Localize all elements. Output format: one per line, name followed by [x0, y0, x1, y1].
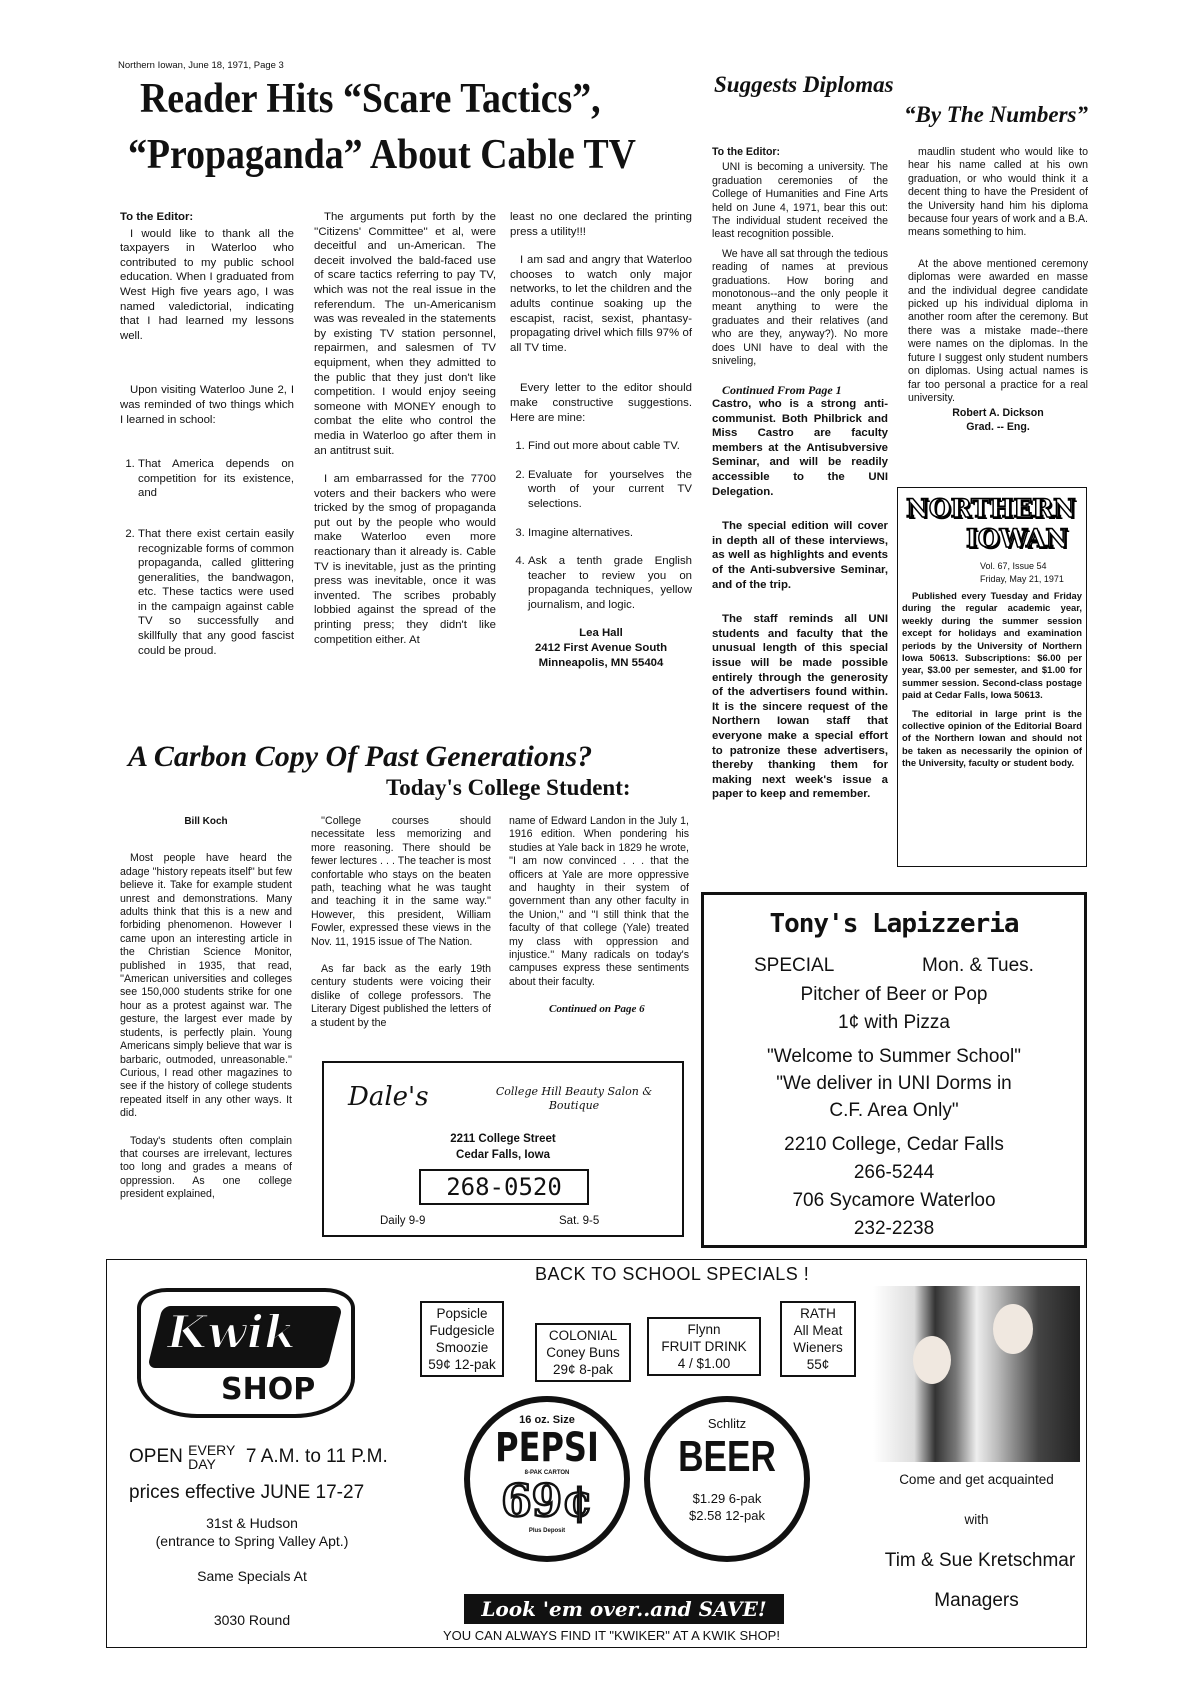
masthead-text: [902, 590, 1082, 770]
kwik-shop-ad: [106, 1259, 1087, 1648]
list-item: 3. Imagine alternatives.: [528, 526, 692, 541]
tagline: Boutique: [548, 1099, 600, 1112]
address: 2210 College, Cedar Falls: [784, 1134, 1004, 1155]
paragraph: I would like to thank all the taxpayers in Waterloo who contributed to my public school education. When I graduated from West High five years ago, I was named valedictorial, indicating that I had learned my lessons well.: [120, 227, 294, 342]
hours: 7 A.M. to 11 P.M.: [245, 1446, 388, 1467]
special-line: 55¢: [806, 1357, 830, 1372]
special-fruit-drink: [647, 1317, 761, 1376]
managers-photo: [873, 1286, 1080, 1462]
beer-prices: [650, 1490, 804, 1524]
special-line: 59¢ 12-pak: [428, 1357, 496, 1372]
kwik-shop-logo: [137, 1288, 355, 1418]
paragraph: Upon visiting Waterloo June 2, I was reminded of two things which I learned in school:: [120, 384, 294, 426]
special-label: SPECIAL: [754, 955, 835, 976]
paragraph: ''College courses should necessitate less memorizing and more reasoning. There should be fewer lectures . . . The teacher is most confortable who stays on the beaten path, teaching what he was taught and teaching it in the same way.'' However, this president, William Fowler, expressed these views in the Nov. 11, 1915 issue of The Nation.: [311, 815, 491, 948]
special-line: 29¢ 8-pak: [552, 1362, 614, 1377]
salutation: To the Editor:: [712, 146, 781, 158]
specials-title: BACK TO SCHOOL SPECIALS !: [535, 1264, 810, 1284]
logo-line: IOWAN: [966, 524, 1069, 553]
pepsi-price: 69¢: [501, 1476, 593, 1527]
special-coney-buns: [535, 1323, 631, 1382]
offer: 1¢ with Pizza: [838, 1012, 950, 1033]
cable-headline-2: “Propaganda” About Cable TV: [128, 132, 636, 178]
offer: Pitcher of Beer or Pop: [800, 984, 988, 1005]
carbon-column-3: [509, 815, 689, 1031]
cable-column-1: [120, 210, 294, 672]
phone-number: 268-0520: [419, 1169, 589, 1205]
carbon-column-2: [311, 815, 491, 1044]
signature-city: Minneapolis, MN 55404: [538, 656, 664, 669]
tonys-slogans: [704, 1043, 1084, 1124]
logo-line: NORTHERN: [906, 494, 1076, 523]
list-item: 2. Evaluate for yourselves the worth of your current TV selections.: [528, 468, 692, 512]
paragraph: UNI is becoming a university. The graduation ceremonies of the College of Humanities and Fine Arts held on June 4, 1971, bear this out: The individual student received the least recognition possible.: [712, 161, 888, 241]
issue-info: [902, 560, 1082, 586]
signature-name: Robert A. Dickson: [952, 407, 1044, 420]
paragraph: I am sad and angry that Waterloo chooses to watch only major networks, to let the children and the adults continue soaking up the escapist, racist, sexist, phantasy-propagating drivel which fills 97% of all TV time.: [510, 254, 692, 354]
paragraph: Most people have heard the adage ''history repeats itself'' but few believe it. Take for example student unrest and demonstrations. Many adults think that this is a new and forbiding phenomenon. However I came upon an interesting article in the Christian Science Monitor, published in 1935, that read, ''American universities and colleges see 150,000 students strike for one hour as a protest against war. The gesture, the largest ever made by students, is perfectly plain. Young Americans simply believe that war is barbaric, outmoded, unreasonable.'' Curious, I read other magazines to see if the history of college students repeated itself in any other ways. It did.: [120, 852, 292, 1120]
slogan: "Welcome to Summer School": [767, 1046, 1021, 1067]
phone: 266-5244: [853, 1162, 935, 1183]
diplomas-column-1: [712, 146, 888, 369]
pepsi-circle: [464, 1396, 630, 1562]
carbon-column-1: [120, 815, 292, 1216]
special-line: FRUIT DRINK: [661, 1339, 747, 1354]
logo-text: SHOP: [221, 1372, 316, 1407]
suggestion-list-2: [528, 439, 692, 612]
signature-address: 2412 First Avenue South: [534, 642, 668, 655]
special-line: 4 / $1.00: [677, 1356, 731, 1371]
special-line: All Meat: [793, 1323, 843, 1338]
diplomas-column-2: [908, 146, 1088, 434]
weekday-hours: Daily 9-9: [380, 1215, 426, 1227]
list-item: 1. Find out more about cable TV.: [528, 439, 692, 454]
castro-continued: [712, 383, 888, 802]
logo-text: Kwik: [167, 1305, 296, 1359]
diplomas-headline-1: Suggests Diplomas: [714, 72, 894, 97]
kwik-footer: YOU CAN ALWAYS FIND IT "KWIKER" AT A KWIK SHOP!: [443, 1628, 780, 1643]
tonys-ad: [701, 892, 1087, 1248]
paragraph: The special edition will cover in depth all of these interviews, as well as highlights and events of the Anti-subversive Seminar, and of the trip.: [712, 520, 888, 591]
list-item: 4. Ask a tenth grade English teacher to review you on propaganda techniques, yellow journalism, and logic.: [528, 554, 692, 612]
special-popsicle: [420, 1301, 504, 1377]
address: 2211 College Street: [450, 1133, 556, 1145]
location: 31st & Hudson: [206, 1515, 298, 1531]
special-line: Fudgesicle: [429, 1323, 495, 1338]
phone: 232-2238: [853, 1218, 935, 1239]
face-shape: [993, 1304, 1033, 1354]
slogan: C.F. Area Only": [829, 1100, 959, 1121]
with-label: with: [964, 1512, 989, 1527]
volume: Vol. 67, Issue 54: [980, 561, 1047, 571]
masthead-box: [897, 487, 1087, 867]
special-line: Flynn: [687, 1322, 721, 1337]
managers-label: Managers: [934, 1590, 1019, 1611]
special-line: Smoozie: [435, 1340, 489, 1355]
salutation: To the Editor:: [120, 211, 194, 223]
paragraph: As far back as the early 19th century students were voicing their dislike of college professors. The Literary Digest published the letters of a student by the: [311, 963, 491, 1029]
paragraph: maudlin student who would like to hear his name called at his own graduation, or who would think it a decent thing to have the President of the University hand him his diploma because four years of work and a B.A. means something to him.: [908, 146, 1088, 239]
list-item: 1. That America depends on competition for its existence, and: [138, 457, 294, 501]
cable-column-2: [314, 210, 496, 661]
come-acquainted: Come and get acquainted: [899, 1472, 1054, 1487]
special-line: Wieners: [793, 1340, 843, 1355]
address: 706 Sycamore Waterloo: [792, 1190, 996, 1211]
tonys-offer: [704, 981, 1084, 1037]
paragraph: The editorial in large print is the collective opinion of the Editorial Board of the Northern Iowan and should not be taken as necessarily the opinion of the University, faculty or student body.: [902, 707, 1082, 769]
dales-logo: Dale's: [348, 1082, 429, 1112]
open-label: OPEN: [129, 1446, 183, 1467]
paragraph: The arguments put forth by the ''Citizens' Committee'' et al, were deceitful and un-American. The deceit involved the bald-faced use of scare tactics referring to pay TV, which was not the real issue in the referendum. The un-Americanism was was revealed in the statements by existing TV station personnel, repairmen, and salesmen of TV equipment, when they admitted to the public that they just don't like competition. I would enjoy seeing someone with MONEY enough to combat the elite who control the media in Waterloo go after them in an antitrust suit.: [314, 211, 496, 457]
paragraph: At the above mentioned ceremony diplomas were awarded en masse and the individual degree candidate picked up his individual diploma in another room after the ceremony. But there was a mistake made--there were names on the diplomas. In the future I suggest only student numbers on diplomas. Using actual names is far too personal a practice for a real university.: [908, 257, 1088, 404]
pepsi-name: PEPSI: [495, 1425, 599, 1471]
paragraph: least no one declared the printing press a utility!!!: [510, 211, 692, 238]
beer-price: $1.29 6-pak: [692, 1491, 762, 1506]
right-column-flow: [712, 146, 888, 816]
carbon-subhead: Today's College Student:: [386, 775, 631, 800]
every-day-label: [188, 1443, 235, 1471]
save-banner: Look 'em over..and SAVE!: [464, 1594, 784, 1624]
paragraph: Published every Tuesday and Friday during the regular academic year, weekly during the summer session except for holidays and examination periods by the University of Northern Iowa 50613. Subscriptions: $6.00 per year, $3.00 per semester, and $1.00 for summer session. Second-class postage paid at Cedar Falls, Iowa 50613.: [902, 590, 1082, 701]
beer-brand: Schlitz: [707, 1416, 747, 1431]
beer-price: $2.58 12-pak: [689, 1508, 765, 1523]
paragraph: Today's students often complain that courses are irrelevant, lectures too long and grades a means of oppression. As one college president explained,: [120, 1134, 292, 1201]
pepsi-deposit: Plus Deposit: [528, 1528, 566, 1534]
paragraph: We have all sat through the tedious reading of names at previous graduations. How boring and monotonous--and the only people it meant anything to were the graduates and their relatives (and who are they, anyway?). No more does UNI have to deal with the sniveling,: [712, 247, 888, 368]
location: (entrance to Spring Valley Apt.): [155, 1533, 349, 1549]
day-label: DAY: [188, 1455, 216, 1472]
special-line: COLONIAL: [548, 1328, 618, 1343]
managers-names: Tim & Sue Kretschmar: [884, 1550, 1076, 1571]
list-item: 2. That there exist certain easily recognizable forms of common propaganda, called glittering generalities, the bandwagon, etc. These tactics were used in the campaign against cable TV so successfully and skillfully that any good fascist could be proud.: [138, 527, 294, 658]
beer-circle: [644, 1396, 810, 1562]
tonys-name: Tony's Lapizzeria: [769, 909, 1019, 939]
masthead-logo: [902, 494, 1082, 554]
continued-from-label: Continued From Page 1: [722, 382, 842, 397]
signature: [908, 407, 1088, 434]
signature-name: Lea Hall: [579, 627, 623, 640]
slogan: "We deliver in UNI Dorms in: [776, 1073, 1012, 1094]
location-round: 3030 Round: [213, 1612, 291, 1628]
address: Cedar Falls, Iowa: [456, 1149, 550, 1161]
same-specials: Same Specials At: [197, 1568, 307, 1584]
prices-effective: prices effective JUNE 17-27: [129, 1482, 365, 1503]
pepsi-carton: 8-PAK CARTON: [524, 1470, 570, 1476]
pepsi-size: 16 oz. Size: [519, 1414, 575, 1426]
kwik-location: [107, 1514, 397, 1550]
dales-address: [324, 1131, 682, 1163]
suggestion-list-1: [138, 457, 294, 658]
paragraph: The staff reminds all UNI students and faculty that the unusual length of this special issue will be made possible entirely through the generosity of the advertisers found within. It is the sincere request of the Northern Iowan staff that everyone make a special effort to patronize these advertisers, thereby thanking them for making next week's issue a paper to keep and remember.: [712, 613, 888, 801]
tonys-locations: [704, 1131, 1084, 1243]
tagline: College Hill Beauty Salon &: [495, 1085, 653, 1098]
issue-date: Friday, May 21, 1971: [980, 574, 1064, 584]
special-wieners: [780, 1301, 856, 1377]
diplomas-headline-2: “By The Numbers”: [904, 102, 1088, 127]
dales-ad: [322, 1061, 684, 1237]
byline: Bill Koch: [184, 816, 228, 827]
beer-name: BEER: [678, 1432, 776, 1481]
paragraph: Castro, who is a strong anti-communist. Both Philbrick and Miss Castro are faculty members at the Antisubversive Seminar, and will be readily accessible to the UNI Delegation.: [712, 398, 888, 498]
dales-tagline: [474, 1085, 674, 1113]
paragraph: Every letter to the editor should make constructive suggestions. Here are mine:: [510, 382, 692, 424]
every-label: EVERY: [188, 1441, 236, 1458]
special-line: RATH: [800, 1306, 836, 1321]
folio: Northern Iowan, June 18, 1971, Page 3: [118, 60, 284, 71]
carbon-headline: A Carbon Copy Of Past Generations?: [128, 740, 593, 773]
paragraph: I am embarrassed for the 7700 voters and their backers who were tricked by the smog of propaganda put out by the people who would make Waterloo even more reactionary than it already is. Cable TV is inevitable, just as the printing press was inevitable, once it was invented. The scribes probably lobbied against the spread of the printing press; they didn't like competition either. At: [314, 473, 496, 646]
special-line: Popsicle: [436, 1306, 488, 1321]
signature: [510, 626, 692, 670]
saturday-hours: Sat. 9-5: [559, 1215, 600, 1227]
continued-on-label: Continued on Page 6: [549, 1003, 645, 1016]
special-days: Mon. & Tues.: [922, 955, 1034, 976]
open-hours: [129, 1442, 388, 1472]
paragraph: name of Edward Landon in the July 1, 1916 edition. When pondering his studies at Yale back in 1829 he wrote, ''I am now convinced . . . that the officers at Yale are more oppressive and haughty in their system of government than any other faculty in the Union,'' and ''I still think that the faculty of that college (Yale) treated my class with oppression and injustice.'' Many radicals on today's campuses express these sentiments about their faculty.: [509, 815, 689, 988]
cable-column-3: [510, 210, 692, 670]
special-line: Coney Buns: [546, 1345, 620, 1360]
face-shape: [913, 1336, 951, 1384]
cable-headline-1: Reader Hits “Scare Tactics”,: [140, 76, 601, 122]
signature-title: Grad. -- Eng.: [966, 420, 1030, 433]
